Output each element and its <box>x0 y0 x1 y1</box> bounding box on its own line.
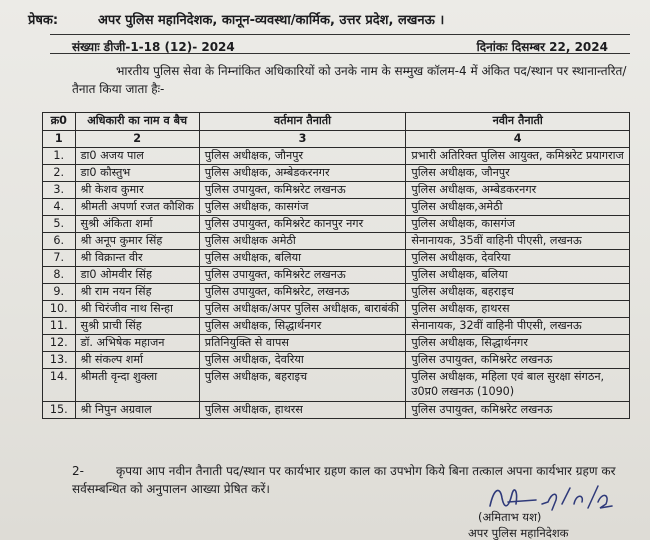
current-posting-cell: पुलिस उपायुक्त, कमिश्नरेट कानपुर नगर <box>199 216 406 233</box>
signer-designation: अपर पुलिस महानिदेशक <box>468 526 569 540</box>
order-date: दिनांकः दिसम्बर 22, 2024 <box>476 40 608 54</box>
column-number: 1 <box>43 131 76 148</box>
table-row <box>43 284 630 301</box>
new-posting-cell: पुलिस अधीक्षक, हाथरस <box>406 301 630 318</box>
current-posting-cell: पुलिस उपायुक्त, कमिश्नरेट लखनऊ <box>199 267 406 284</box>
header-current-posting: वर्तमान तैनाती <box>199 113 406 131</box>
new-posting-cell: सेनानायक, 35वीं वाहिनी पीएसी, लखनऊ <box>406 233 630 250</box>
current-posting-cell: पुलिस अधीक्षक, देवरिया <box>199 352 406 369</box>
serial-cell: 8. <box>43 267 76 284</box>
new-posting-cell: सेनानायक, 32वीं वाहिनी पीएसी, लखनऊ <box>406 318 630 335</box>
current-posting-cell: प्रतिनियुक्ति से वापस <box>199 335 406 352</box>
current-posting-cell: पुलिस अधीक्षक/अपर पुलिस अधीक्षक, बाराबंकी <box>199 301 406 318</box>
table-row <box>43 318 630 335</box>
officer-name-cell: डा0 अजय पाल <box>75 148 199 165</box>
serial-cell: 3. <box>43 182 76 199</box>
current-posting-cell: पुलिस अधीक्षक, बहराइच <box>199 369 406 402</box>
serial-cell: 11. <box>43 318 76 335</box>
sender-line <box>28 10 628 28</box>
serial-cell: 4. <box>43 199 76 216</box>
current-posting-cell: पुलिस उपायुक्त, कमिश्नरेट लखनऊ <box>199 182 406 199</box>
serial-cell: 5. <box>43 216 76 233</box>
column-number: 3 <box>199 131 406 148</box>
officer-name-cell: डॉ. अभिषेक महाजन <box>75 335 199 352</box>
signer-name: (अमिताभ यश) <box>478 510 542 524</box>
new-posting-cell: प्रभारी अतिरिक्त पुलिस आयुक्त, कमिश्नरेट प्रयागराज <box>406 148 630 165</box>
serial-cell: 6. <box>43 233 76 250</box>
table-row <box>43 402 630 419</box>
table-row <box>43 182 630 199</box>
table-row <box>43 267 630 284</box>
officer-name-cell: सुश्री प्राची सिंह <box>75 318 199 335</box>
new-posting-cell: पुलिस उपायुक्त, कमिश्नरेट लखनऊ <box>406 352 630 369</box>
current-posting-cell: पुलिस अधीक्षक, अम्बेडकरनगर <box>199 165 406 182</box>
officer-name-cell: श्री केशव कुमार <box>75 182 199 199</box>
new-posting-cell: पुलिस अधीक्षक, बहराइच <box>406 284 630 301</box>
current-posting-cell: पुलिस अधीक्षक, सिद्धार्थनगर <box>199 318 406 335</box>
instruction-text: कृपया आप नवीन तैनाती पद/स्थान पर कार्यभार ग्रहण काल का उपभोग किये बिना तत्काल अपना कार्यभार ग्रहण कर सर्वसम्बन्धित को अनुपालन आख्या प्रेषित करें। <box>72 464 616 496</box>
current-posting-cell: पुलिस अधीक्षक अमेठी <box>199 233 406 250</box>
new-posting-cell: पुलिस अधीक्षक, सिद्धार्थनगर <box>406 335 630 352</box>
new-posting-cell: पुलिस उपायुक्त, कमिश्नरेट लखनऊ <box>406 402 630 419</box>
sender-label: प्रेषक: <box>28 13 59 28</box>
serial-cell: 13. <box>43 352 76 369</box>
officer-name-cell: श्री अनूप कुमार सिंह <box>75 233 199 250</box>
serial-cell: 10. <box>43 301 76 318</box>
officer-name-cell: डा0 कौस्तुभ <box>75 165 199 182</box>
reference-bar <box>50 34 630 54</box>
new-posting-cell: पुलिस अधीक्षक, देवरिया <box>406 250 630 267</box>
paragraph-number: 2- <box>72 464 84 478</box>
table-row <box>43 165 630 182</box>
intro-paragraph: भारतीय पुलिस सेवा के निम्नांकित अधिकारियों को उनके नाम के सम्मुख कॉलम-4 में अंकित पद/स्थान पर स्थानान्तरित/तैनात किया जाता हैः- <box>72 64 627 96</box>
officer-name-cell: डा0 ओमवीर सिंह <box>75 267 199 284</box>
new-posting-cell: पुलिस अधीक्षक, बलिया <box>406 267 630 284</box>
sender-designation: अपर पुलिस महानिदेशक, कानून-व्यवस्था/कार्मिक, उत्तर प्रदेश, लखनऊ । <box>98 13 445 28</box>
current-posting-cell: पुलिस उपायुक्त, कमिश्नरेट, लखनऊ <box>199 284 406 301</box>
officer-name-cell: श्री संकल्प शर्मा <box>75 352 199 369</box>
reference-number: संख्याः डीजी-1-18 (12)- 2024 <box>72 40 235 54</box>
new-posting-cell: पुलिस अधीक्षक,अमेठी <box>406 199 630 216</box>
officer-name-cell: श्री राम नयन सिंह <box>75 284 199 301</box>
serial-cell: 7. <box>43 250 76 267</box>
current-posting-cell: पुलिस अधीक्षक, हाथरस <box>199 402 406 419</box>
header-new-posting: नवीन तैनाती <box>406 113 630 131</box>
table-row <box>43 250 630 267</box>
serial-cell: 2. <box>43 165 76 182</box>
table-row <box>43 369 630 402</box>
table-row <box>43 216 630 233</box>
table-row <box>43 233 630 250</box>
table-header-row <box>43 113 630 131</box>
officer-name-cell: श्री विक्रान्त वीर <box>75 250 199 267</box>
new-posting-cell: पुलिस अधीक्षक, जौनपुर <box>406 165 630 182</box>
table-row <box>43 335 630 352</box>
officer-name-cell: सुश्री अंकिता शर्मा <box>75 216 199 233</box>
new-posting-line: उ0प्र0 लखनऊ (1090) <box>411 385 515 398</box>
current-posting-cell: पुलिस अधीक्षक, बलिया <box>199 250 406 267</box>
serial-cell: 1. <box>43 148 76 165</box>
table-row <box>43 301 630 318</box>
serial-cell: 12. <box>43 335 76 352</box>
officer-name-cell: श्रीमती अपर्णा रजत कौशिक <box>75 199 199 216</box>
table-row <box>43 352 630 369</box>
transfer-table <box>42 112 630 419</box>
column-number-row <box>43 131 630 148</box>
officer-name-cell: श्रीमती वृन्दा शुक्ला <box>75 369 199 402</box>
current-posting-cell: पुलिस अधीक्षक, कासगंज <box>199 199 406 216</box>
header-officer-name: अधिकारी का नाम व बैच <box>75 113 199 131</box>
header-serial: क्र0 <box>43 113 76 131</box>
serial-cell: 15. <box>43 402 76 419</box>
column-number: 4 <box>406 131 630 148</box>
serial-cell: 9. <box>43 284 76 301</box>
column-number: 2 <box>75 131 199 148</box>
new-posting-cell: पुलिस अधीक्षक, कासगंज <box>406 216 630 233</box>
officer-name-cell: श्री निपुन अग्रवाल <box>75 402 199 419</box>
new-posting-line: पुलिस अधीक्षक, महिला एवं बाल सुरक्षा संगठन, <box>411 370 605 383</box>
officer-name-cell: श्री चिरंजीव नाथ सिन्हा <box>75 301 199 318</box>
table-row <box>43 148 630 165</box>
table-row <box>43 199 630 216</box>
serial-cell: 14. <box>43 369 76 402</box>
new-posting-cell: पुलिस अधीक्षक, अम्बेडकरनगर <box>406 182 630 199</box>
new-posting-cell <box>406 369 630 402</box>
current-posting-cell: पुलिस अधीक्षक, जौनपुर <box>199 148 406 165</box>
